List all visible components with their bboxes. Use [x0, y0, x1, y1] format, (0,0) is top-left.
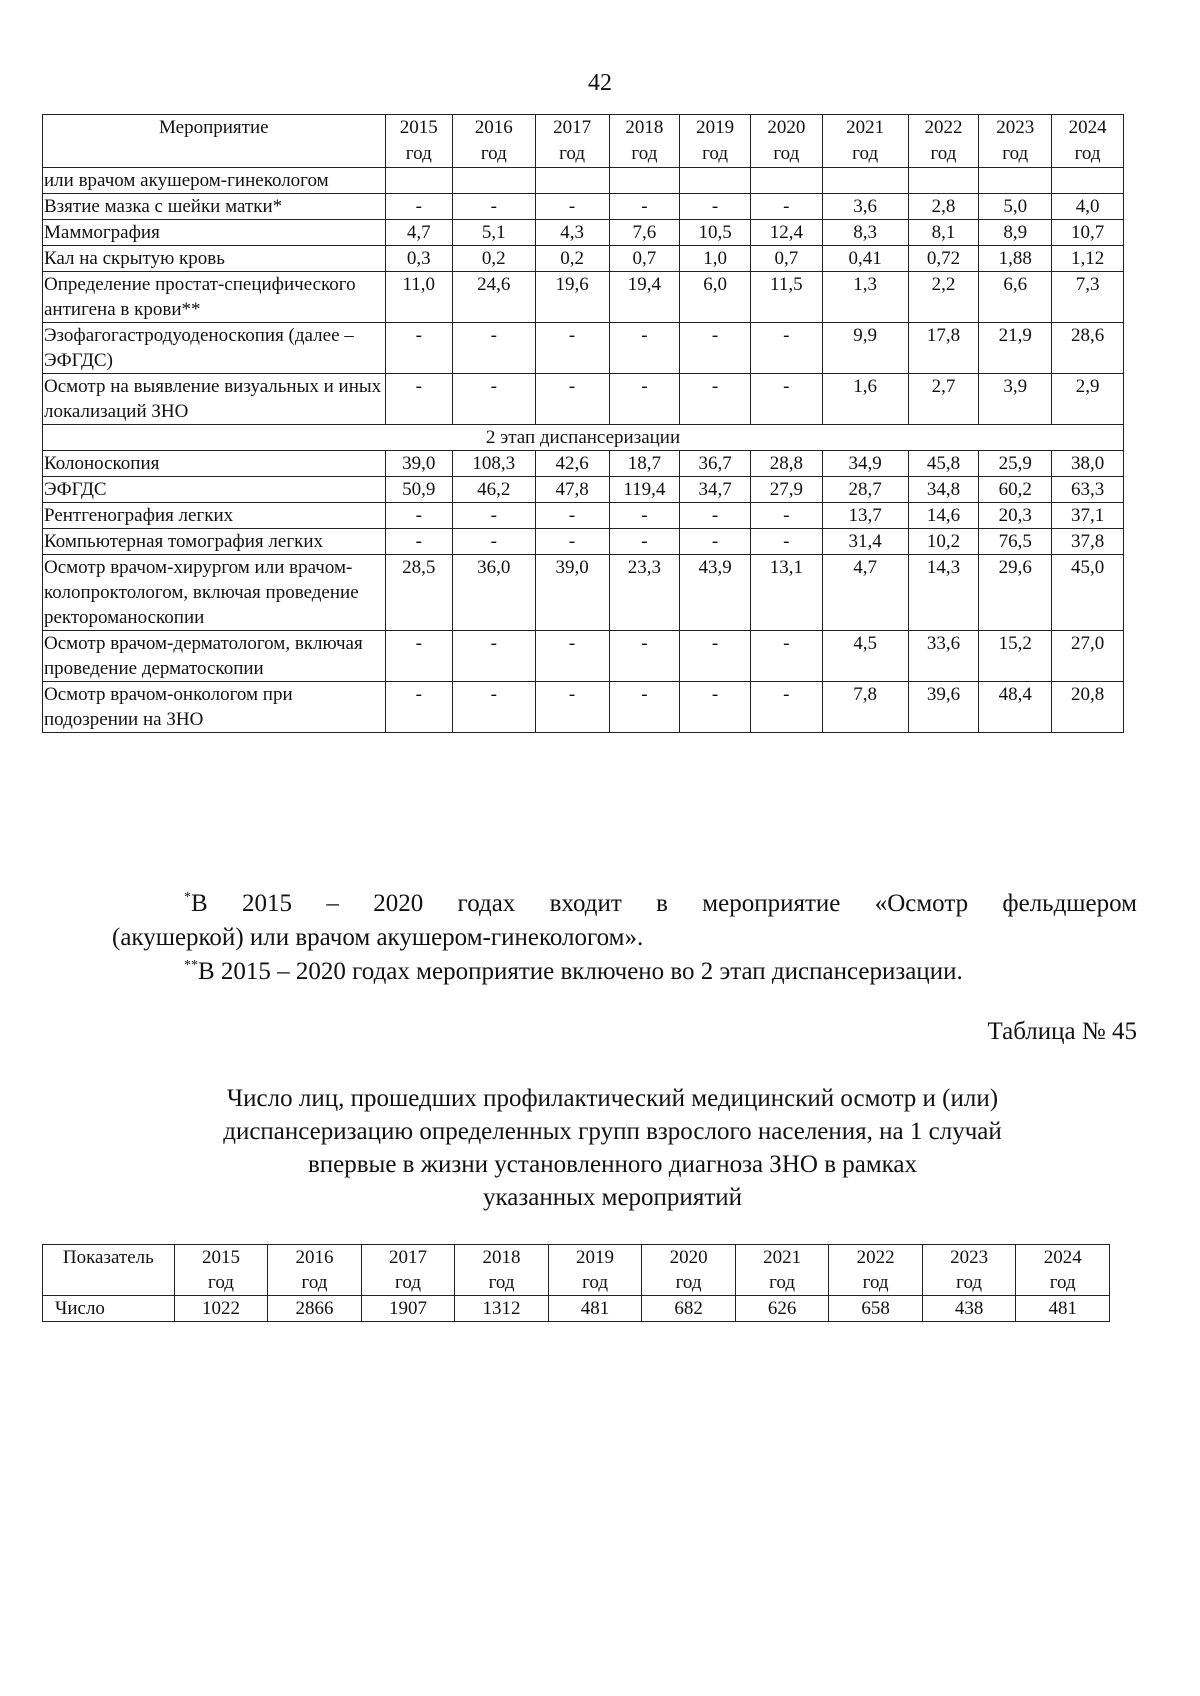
value-cell: 3,6 — [822, 194, 908, 220]
value-cell: - — [385, 194, 452, 220]
header-year — [979, 115, 1052, 168]
value-cell: 4,5 — [822, 631, 908, 682]
value-cell: 0,41 — [822, 246, 908, 272]
header-year-number: 2019 — [576, 1247, 615, 1268]
header-year — [174, 1245, 268, 1296]
header-year-number: 2016 — [295, 1247, 334, 1268]
value-cell: - — [452, 529, 535, 555]
table-row — [43, 529, 1124, 555]
header-year — [385, 115, 452, 168]
value-cell — [385, 168, 452, 194]
header-label: Мероприятие — [43, 115, 386, 168]
table-row — [43, 451, 1124, 477]
value-cell: 11,5 — [750, 272, 822, 323]
value-cell: - — [609, 194, 680, 220]
value-cell: 13,1 — [750, 555, 822, 631]
footnote-1-mark: * — [184, 890, 191, 905]
value-cell — [535, 168, 609, 194]
value-cell: 9,9 — [822, 323, 908, 374]
value-cell: - — [385, 374, 452, 425]
row-label: Определение простат-специфического антигена в крови** — [43, 272, 386, 323]
value-cell: 2,2 — [908, 272, 979, 323]
header-year — [735, 1245, 829, 1296]
value-cell: 6,0 — [680, 272, 751, 323]
value-cell: 7,6 — [609, 220, 680, 246]
value-cell: - — [535, 631, 609, 682]
table-row — [43, 555, 1124, 631]
header-year-unit: год — [405, 143, 432, 164]
value-cell: 1907 — [361, 1296, 455, 1322]
value-cell — [979, 168, 1052, 194]
value-cell: 4,7 — [822, 555, 908, 631]
table-title-line: диспансеризацию определенных групп взрослого населения, на 1 случай — [223, 1118, 1002, 1145]
footnote-2 — [112, 955, 1137, 989]
value-cell: 20,3 — [979, 503, 1052, 529]
footnote-2-mark: ** — [184, 958, 198, 973]
value-cell: 3,9 — [979, 374, 1052, 425]
header-year-unit: год — [675, 1272, 702, 1293]
value-cell: 50,9 — [385, 477, 452, 503]
table-header-row — [43, 1245, 1110, 1296]
table-caption: Таблица № 45 — [987, 1018, 1137, 1045]
row-label: Осмотр врачом-дерматологом, включая проведение дерматоскопии — [43, 631, 386, 682]
value-cell: - — [385, 323, 452, 374]
header-year — [361, 1245, 455, 1296]
value-cell: - — [680, 194, 751, 220]
table-row — [43, 168, 1124, 194]
value-cell: - — [680, 631, 751, 682]
value-cell: 4,0 — [1052, 194, 1124, 220]
header-year-number: 2018 — [482, 1247, 521, 1268]
value-cell: - — [385, 631, 452, 682]
value-cell: 4,3 — [535, 220, 609, 246]
row-label: Взятие мазка с шейки матки* — [43, 194, 386, 220]
value-cell — [1052, 168, 1124, 194]
value-cell: - — [609, 682, 680, 733]
table-header-row — [43, 115, 1124, 168]
header-year-number: 2024 — [1043, 1247, 1082, 1268]
value-cell: 21,9 — [979, 323, 1052, 374]
value-cell: 19,6 — [535, 272, 609, 323]
table-row — [43, 220, 1124, 246]
header-year-number: 2018 — [625, 117, 664, 138]
table-row — [43, 1296, 1110, 1322]
value-cell: 1022 — [174, 1296, 268, 1322]
section-label: 2 этап диспансеризации — [43, 425, 1124, 451]
value-cell: - — [535, 323, 609, 374]
value-cell: 0,7 — [750, 246, 822, 272]
header-year — [548, 1245, 642, 1296]
value-cell: 47,8 — [535, 477, 609, 503]
value-cell: 19,4 — [609, 272, 680, 323]
header-year — [535, 115, 609, 168]
value-cell: 48,4 — [979, 682, 1052, 733]
header-year-number: 2022 — [924, 117, 963, 138]
value-cell: 1,6 — [822, 374, 908, 425]
value-cell: - — [385, 529, 452, 555]
value-cell: 5,1 — [452, 220, 535, 246]
value-cell: 1,3 — [822, 272, 908, 323]
header-year-number: 2015 — [399, 117, 438, 138]
value-cell: 63,3 — [1052, 477, 1124, 503]
value-cell: 10,5 — [680, 220, 751, 246]
value-cell: 7,8 — [822, 682, 908, 733]
row-label: Осмотр врачом-онкологом при подозрении на ЗНО — [43, 682, 386, 733]
value-cell: - — [452, 503, 535, 529]
value-cell: 13,7 — [822, 503, 908, 529]
value-cell: 15,2 — [979, 631, 1052, 682]
table-title — [140, 1082, 1085, 1214]
value-cell: 23,3 — [609, 555, 680, 631]
row-label: Число — [43, 1296, 175, 1322]
value-cell — [750, 168, 822, 194]
value-cell: - — [452, 194, 535, 220]
value-cell: - — [452, 323, 535, 374]
value-cell — [822, 168, 908, 194]
value-cell: 39,0 — [535, 555, 609, 631]
header-year — [455, 1245, 549, 1296]
header-label: Показатель — [43, 1245, 175, 1296]
table-row — [43, 374, 1124, 425]
value-cell: 0,2 — [535, 246, 609, 272]
value-cell: - — [535, 682, 609, 733]
header-year-number: 2017 — [553, 117, 592, 138]
value-cell: 119,4 — [609, 477, 680, 503]
header-year — [642, 1245, 736, 1296]
row-label: Рентгенография легких — [43, 503, 386, 529]
header-year-number: 2021 — [763, 1247, 802, 1268]
value-cell: 1,0 — [680, 246, 751, 272]
header-year-number: 2016 — [474, 117, 513, 138]
value-cell: 0,2 — [452, 246, 535, 272]
header-year — [1016, 1245, 1110, 1296]
header-year-unit: год — [559, 143, 586, 164]
table-row — [43, 323, 1124, 374]
value-cell: 6,6 — [979, 272, 1052, 323]
value-cell: - — [609, 374, 680, 425]
value-cell: - — [385, 682, 452, 733]
table-row — [43, 503, 1124, 529]
table-row — [43, 246, 1124, 272]
value-cell: 8,3 — [822, 220, 908, 246]
value-cell: 18,7 — [609, 451, 680, 477]
row-label: или врачом акушером-гинекологом — [43, 168, 386, 194]
header-year — [750, 115, 822, 168]
footnote-1 — [112, 887, 1137, 921]
value-cell: - — [680, 503, 751, 529]
footnotes — [112, 887, 1137, 989]
header-year-unit: год — [1002, 143, 1029, 164]
value-cell: - — [750, 503, 822, 529]
header-year-number: 2023 — [950, 1247, 989, 1268]
value-cell: 27,9 — [750, 477, 822, 503]
row-label: Осмотр на выявление визуальных и иных локализаций ЗНО — [43, 374, 386, 425]
value-cell: 0,7 — [609, 246, 680, 272]
value-cell: 2,9 — [1052, 374, 1124, 425]
value-cell: 28,5 — [385, 555, 452, 631]
value-cell: 5,0 — [979, 194, 1052, 220]
header-year-number: 2017 — [389, 1247, 428, 1268]
page-number: 42 — [588, 70, 612, 96]
table-row — [43, 194, 1124, 220]
value-cell: 8,9 — [979, 220, 1052, 246]
value-cell: 0,72 — [908, 246, 979, 272]
value-cell: - — [680, 374, 751, 425]
value-cell — [908, 168, 979, 194]
header-year-number: 2023 — [996, 117, 1035, 138]
header-year-unit: год — [631, 143, 658, 164]
table-row — [43, 682, 1124, 733]
value-cell: - — [609, 631, 680, 682]
value-cell: 37,8 — [1052, 529, 1124, 555]
value-cell: - — [750, 631, 822, 682]
value-cell: 481 — [1016, 1296, 1110, 1322]
value-cell: 31,4 — [822, 529, 908, 555]
footnote-2-text: В 2015 – 2020 годах мероприятие включено во 2 этап диспансеризации. — [198, 958, 963, 985]
value-cell: 25,9 — [979, 451, 1052, 477]
value-cell: 14,3 — [908, 555, 979, 631]
value-cell: - — [535, 374, 609, 425]
value-cell: - — [750, 323, 822, 374]
value-cell: 36,0 — [452, 555, 535, 631]
value-cell: 1,88 — [979, 246, 1052, 272]
value-cell: 76,5 — [979, 529, 1052, 555]
value-cell: - — [680, 529, 751, 555]
header-year-unit: год — [480, 143, 507, 164]
value-cell: 2866 — [268, 1296, 362, 1322]
header-year-number: 2020 — [767, 117, 806, 138]
value-cell: 42,6 — [535, 451, 609, 477]
value-cell: - — [750, 529, 822, 555]
footnote-1-line-1: В 2015 – 2020 годах входит в мероприятие «Осмотр фельдшером — [191, 890, 1137, 917]
value-cell: - — [609, 323, 680, 374]
row-label: Кал на скрытую кровь — [43, 246, 386, 272]
header-year-number: 2015 — [201, 1247, 240, 1268]
value-cell: - — [535, 194, 609, 220]
section-row — [43, 425, 1124, 451]
value-cell: 28,7 — [822, 477, 908, 503]
header-year-unit: год — [956, 1272, 983, 1293]
value-cell: 27,0 — [1052, 631, 1124, 682]
header-year — [829, 1245, 923, 1296]
row-label: Колоноскопия — [43, 451, 386, 477]
value-cell: - — [750, 374, 822, 425]
table-title-line: Число лиц, прошедших профилактический медицинский осмотр и (или) — [226, 1085, 999, 1112]
header-year-unit: год — [702, 143, 729, 164]
header-year-number: 2024 — [1068, 117, 1107, 138]
value-cell: - — [535, 503, 609, 529]
header-year-unit: год — [395, 1272, 421, 1293]
table-title-line: впервые в жизни установленного диагноза ЗНО в рамках — [307, 1151, 918, 1178]
value-cell: 2,8 — [908, 194, 979, 220]
value-cell: 2,7 — [908, 374, 979, 425]
header-year — [908, 115, 979, 168]
header-year — [452, 115, 535, 168]
header-year-unit: год — [301, 1272, 328, 1293]
value-cell: 28,6 — [1052, 323, 1124, 374]
value-cell: 0,3 — [385, 246, 452, 272]
value-cell: 34,9 — [822, 451, 908, 477]
row-label: Осмотр врачом-хирургом или врачом-колопроктологом, включая проведение ректороманоскопии — [43, 555, 386, 631]
persons-per-case-table — [42, 1244, 1110, 1322]
header-year — [1052, 115, 1124, 168]
value-cell: 36,7 — [680, 451, 751, 477]
row-label: ЭФГДС — [43, 477, 386, 503]
value-cell — [680, 168, 751, 194]
header-year-unit: год — [852, 143, 879, 164]
value-cell: 29,6 — [979, 555, 1052, 631]
header-year — [680, 115, 751, 168]
value-cell: - — [609, 503, 680, 529]
table-title-line: указанных мероприятий — [483, 1184, 742, 1211]
footnote-1-continued: (акушеркой) или врачом акушером-гинекологом». — [112, 924, 644, 951]
header-year-number: 2020 — [669, 1247, 708, 1268]
header-year-unit: год — [488, 1272, 515, 1293]
header-year — [268, 1245, 362, 1296]
value-cell: 14,6 — [908, 503, 979, 529]
value-cell: 38,0 — [1052, 451, 1124, 477]
header-year-number: 2019 — [696, 117, 735, 138]
value-cell: 45,0 — [1052, 555, 1124, 631]
value-cell: 20,8 — [1052, 682, 1124, 733]
value-cell: - — [750, 682, 822, 733]
row-label: Компьютерная томография легких — [43, 529, 386, 555]
value-cell: 11,0 — [385, 272, 452, 323]
value-cell: 39,6 — [908, 682, 979, 733]
header-year-number: 2021 — [846, 117, 885, 138]
screening-rates-table — [42, 114, 1124, 733]
value-cell: 438 — [922, 1296, 1016, 1322]
value-cell: 4,7 — [385, 220, 452, 246]
value-cell: - — [452, 631, 535, 682]
value-cell: - — [452, 682, 535, 733]
table-row — [43, 631, 1124, 682]
value-cell: 8,1 — [908, 220, 979, 246]
header-year-unit: год — [862, 1272, 889, 1293]
value-cell: 626 — [735, 1296, 829, 1322]
value-cell: 17,8 — [908, 323, 979, 374]
value-cell: 43,9 — [680, 555, 751, 631]
table-row — [43, 272, 1124, 323]
value-cell: - — [680, 682, 751, 733]
header-year — [822, 115, 908, 168]
value-cell: 7,3 — [1052, 272, 1124, 323]
value-cell: 682 — [642, 1296, 736, 1322]
value-cell: 658 — [829, 1296, 923, 1322]
header-year-unit: год — [930, 143, 957, 164]
value-cell: 108,3 — [452, 451, 535, 477]
value-cell: 45,8 — [908, 451, 979, 477]
header-year-number: 2022 — [856, 1247, 895, 1268]
value-cell: - — [750, 194, 822, 220]
value-cell — [452, 168, 535, 194]
value-cell: - — [452, 374, 535, 425]
header-year — [609, 115, 680, 168]
header-year — [922, 1245, 1016, 1296]
row-label: Маммография — [43, 220, 386, 246]
header-year-unit: год — [773, 143, 800, 164]
header-year-unit: год — [208, 1272, 234, 1293]
value-cell: 12,4 — [750, 220, 822, 246]
value-cell: 1312 — [455, 1296, 549, 1322]
value-cell: - — [385, 503, 452, 529]
header-year-unit: год — [582, 1272, 609, 1293]
value-cell: 33,6 — [908, 631, 979, 682]
value-cell: 39,0 — [385, 451, 452, 477]
table-row — [43, 477, 1124, 503]
value-cell: 28,8 — [750, 451, 822, 477]
value-cell: 60,2 — [979, 477, 1052, 503]
value-cell: 34,7 — [680, 477, 751, 503]
header-year-unit: год — [769, 1272, 796, 1293]
value-cell: - — [609, 529, 680, 555]
header-year-unit: год — [1049, 1272, 1076, 1293]
row-label: Эзофагогастродуоденоскопия (далее – ЭФГДС) — [43, 323, 386, 374]
value-cell: 481 — [548, 1296, 642, 1322]
header-year-unit: год — [1074, 143, 1101, 164]
value-cell: 34,8 — [908, 477, 979, 503]
value-cell: 46,2 — [452, 477, 535, 503]
value-cell: 1,12 — [1052, 246, 1124, 272]
value-cell: - — [535, 529, 609, 555]
value-cell: 10,2 — [908, 529, 979, 555]
value-cell: 24,6 — [452, 272, 535, 323]
value-cell: 10,7 — [1052, 220, 1124, 246]
value-cell: 37,1 — [1052, 503, 1124, 529]
value-cell — [609, 168, 680, 194]
value-cell: - — [680, 323, 751, 374]
